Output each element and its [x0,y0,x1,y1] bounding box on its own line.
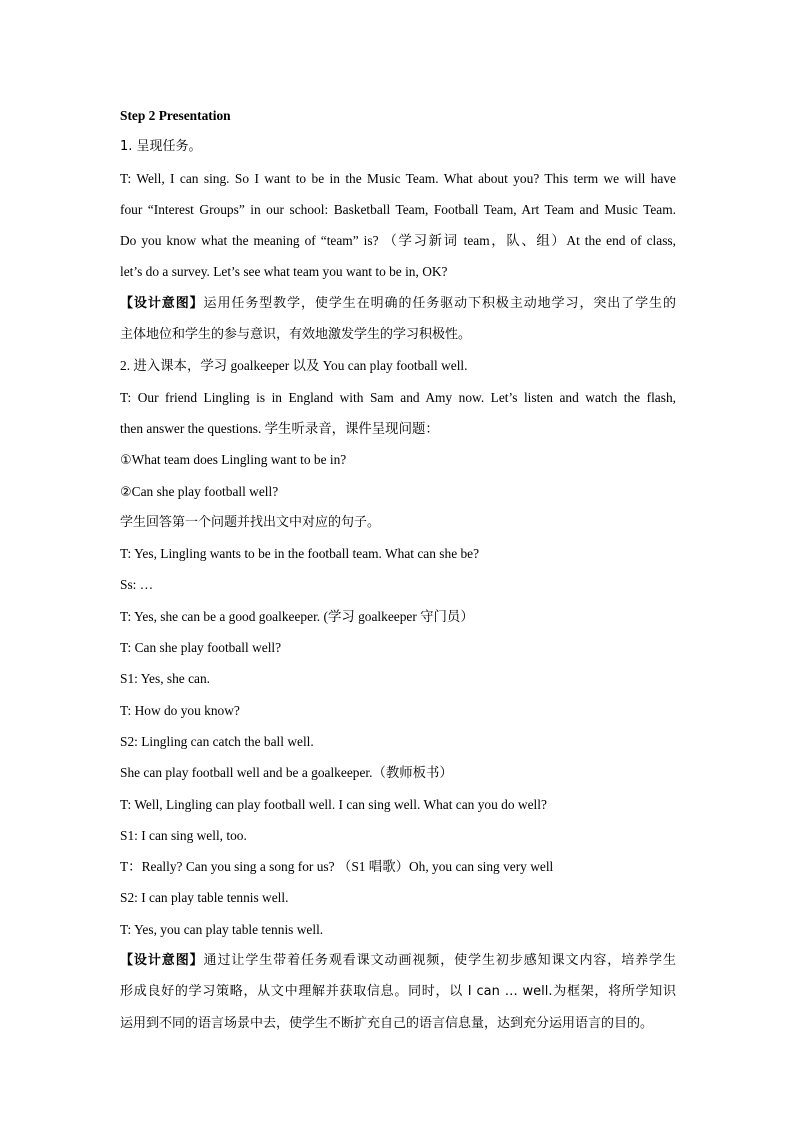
dialog-line: T：Really? Can you sing a song for us? （S1 唱歌）Oh, you can sing very well [120,859,554,875]
teacher-para-2-line-2: then answer the questions. 学生听录音，课件呈现问题： [120,420,439,436]
design-intent-1-text: 运用任务型教学，使学生在明确的任务驱动下积极主动地学习，突出了学生的 [203,295,676,311]
dialog-line: T: Well, Lingling can play football well. I can sing well. What can you do well? [120,796,547,812]
design-intent-1-line-1 [120,288,676,319]
question-2-text: Can she play football well? [131,483,279,499]
dialog-line: T: How do you know? [120,702,240,718]
question-1-text: What team does Lingling want to be in? [131,452,347,468]
design-intent-tag: 【设计意图】 [120,953,204,969]
circled-number-2: ② [120,484,132,500]
item-2-enter-textbook: 2. 进入课本，学习 goalkeeper 以及 You can play football well. [120,358,468,374]
step-heading: Step 2 Presentation [120,108,231,123]
dialog-line: Ss: … [120,577,154,593]
dialog-line: S1: I can sing well, too. [120,827,247,843]
teacher-para-1-line-4: let’s do a survey. Let’s see what team you want to be in, OK? [120,264,448,280]
teacher-para-1-line-1: T: Well, I can sing. So I want to be in the Music Team. What about you? This term we will have [120,170,676,186]
design-intent-2-text: 通过让学生带着任务观看课文动画视频，使学生初步感知课文内容，培养学生 [203,953,676,969]
teacher-para-1-line-2: four “Interest Groups” in our school: Basketball Team, Football Team, Art Team and Music Team. [120,201,676,217]
design-intent-2-line-1 [120,945,676,976]
teacher-para-1-line-3: Do you know what the meaning of “team” is? （学习新词 team，队、组）At the end of class, [120,233,676,249]
dialog-line: T: Yes, you can play table tennis well. [120,921,324,937]
teacher-para-2-line-1: T: Our friend Lingling is in England with Sam and Amy now. Let’s listen and watch the flash, [120,389,676,405]
student-instruction: 学生回答第一个问题并找出文中对应的句子。 [120,514,381,530]
dialog-line: S2: I can play table tennis well. [120,890,289,906]
item-1-present-task: 1. 呈现任务。 [120,139,202,155]
question-1 [120,444,676,475]
dialog-line: T: Yes, she can be a good goalkeeper. (学习 goalkeeper 守门员） [120,608,474,624]
dialog-line: S2: Lingling can catch the ball well. [120,733,314,749]
design-intent-2-line-2: 形成良好的学习策略，从文中理解并获取信息。同时，以 I can … well.为框架，将所学知识 [120,984,676,1000]
dialog-line: T: Can she play football well? [120,640,282,656]
dialog-line: T: Yes, Lingling wants to be in the football team. What can she be? [120,546,480,562]
design-intent-tag: 【设计意图】 [120,295,204,311]
design-intent-1-line-2: 主体地位和学生的参与意识，有效地激发学生的学习积极性。 [120,327,472,343]
dialog-line: She can play football well and be a goalkeeper.（教师板书） [120,765,453,781]
circled-number-1: ① [120,453,132,469]
lesson-content [120,100,676,1039]
dialog-line: S1: Yes, she can. [120,671,211,687]
design-intent-2-line-3: 运用到不同的语言场景中去，使学生不断扩充自己的语言信息量，达到充分运用语言的目的。 [120,1015,654,1031]
question-2 [120,476,676,507]
